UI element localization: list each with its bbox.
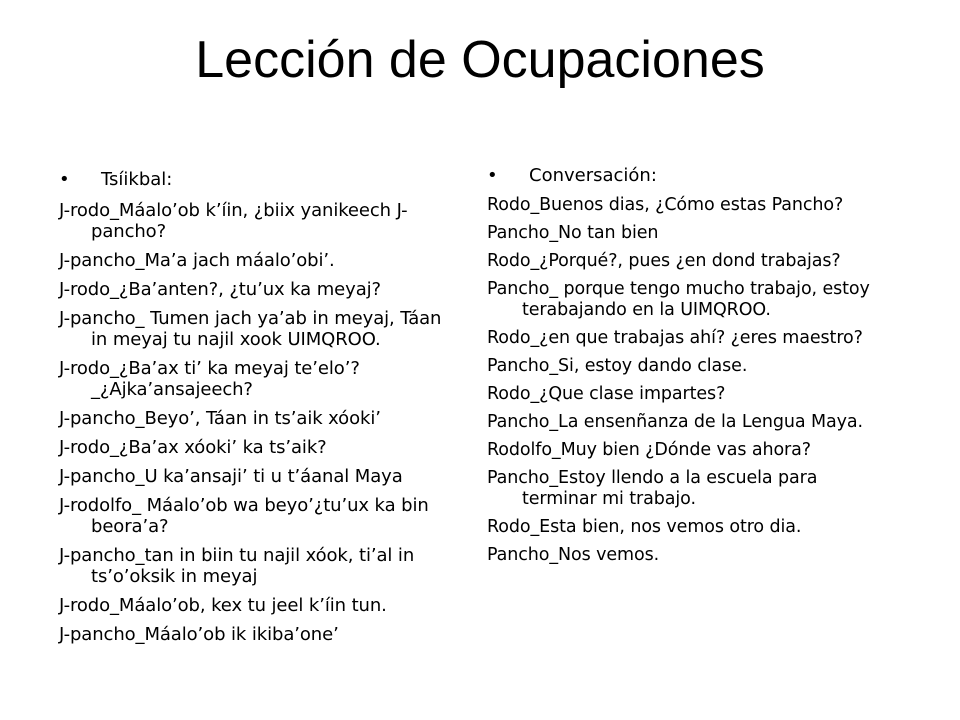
- left-heading: • Tsíikbal:: [59, 168, 454, 192]
- dialogue-line: J-pancho_ Tumen jach ya’ab in meyaj, Táan in meyaj tu najil xook UIMQROO.: [59, 308, 442, 350]
- left-column-mayan-dialogue: [59, 168, 454, 653]
- dialogue-line: J-rodo_¿Ba’ax ti’ ka meyaj te’elo’? _¿Ajka’ansajeech?: [59, 358, 360, 400]
- right-column-spanish-dialogue: [487, 164, 887, 573]
- dialogue-line: J-rodo_Máalo’ob k’íin, ¿biix yanikeech J-pancho?: [59, 200, 408, 242]
- dialogue-line: Rodo_¿Que clase impartes?: [487, 384, 726, 404]
- slide-title: Lección de Ocupaciones: [195, 31, 765, 89]
- dialogue-line: J-rodo_¿Ba’ax xóoki’ ka ts’aik?: [59, 437, 327, 458]
- dialogue-line: Rodo_¿en que trabajas ahí? ¿eres maestro?: [487, 328, 863, 348]
- dialogue-line: J-pancho_Máalo’ob ik ikiba’one’: [59, 624, 339, 645]
- dialogue-line: Pancho_Nos vemos.: [487, 545, 660, 565]
- dialogue-line: Rodo_¿Porqué?, pues ¿en dond trabajas?: [487, 251, 841, 271]
- dialogue-line: J-rodolfo_ Máalo’ob wa beyo’¿tu’ux ka bin beora’a?: [59, 495, 429, 537]
- dialogue-line: J-pancho_Beyo’, Táan in ts’aik xóoki’: [59, 408, 381, 429]
- dialogue-line: J-pancho_tan in biin tu najil xóok, ti’al in ts’o’oksik in meyaj: [59, 545, 415, 587]
- dialogue-line: Rodolfo_Muy bien ¿Dónde vas ahora?: [487, 440, 811, 460]
- dialogue-line: J-rodo_Máalo’ob, kex tu jeel k’íin tun.: [59, 595, 387, 616]
- dialogue-line: Pancho_No tan bien: [487, 223, 659, 243]
- dialogue-line: Rodo_Esta bien, nos vemos otro dia.: [487, 517, 802, 537]
- right-heading: • Conversación:: [487, 164, 887, 188]
- dialogue-line: J-pancho_Ma’a jach máalo’obi’.: [59, 250, 335, 271]
- dialogue-line: J-rodo_¿Ba’anten?, ¿tu’ux ka meyaj?: [59, 279, 381, 300]
- dialogue-line: Pancho_La ensenñanza de la Lengua Maya.: [487, 412, 863, 432]
- dialogue-line: Rodo_Buenos dias, ¿Cómo estas Pancho?: [487, 195, 844, 215]
- dialogue-line: J-pancho_U ka’ansaji’ ti u t’áanal Maya: [59, 466, 403, 487]
- dialogue-line: Pancho_Si, estoy dando clase.: [487, 356, 748, 376]
- dialogue-line: Pancho_ porque tengo mucho trabajo, estoy terabajando en la UIMQROO.: [487, 279, 870, 320]
- dialogue-line: Pancho_Estoy llendo a la escuela para terminar mi trabajo.: [487, 468, 818, 509]
